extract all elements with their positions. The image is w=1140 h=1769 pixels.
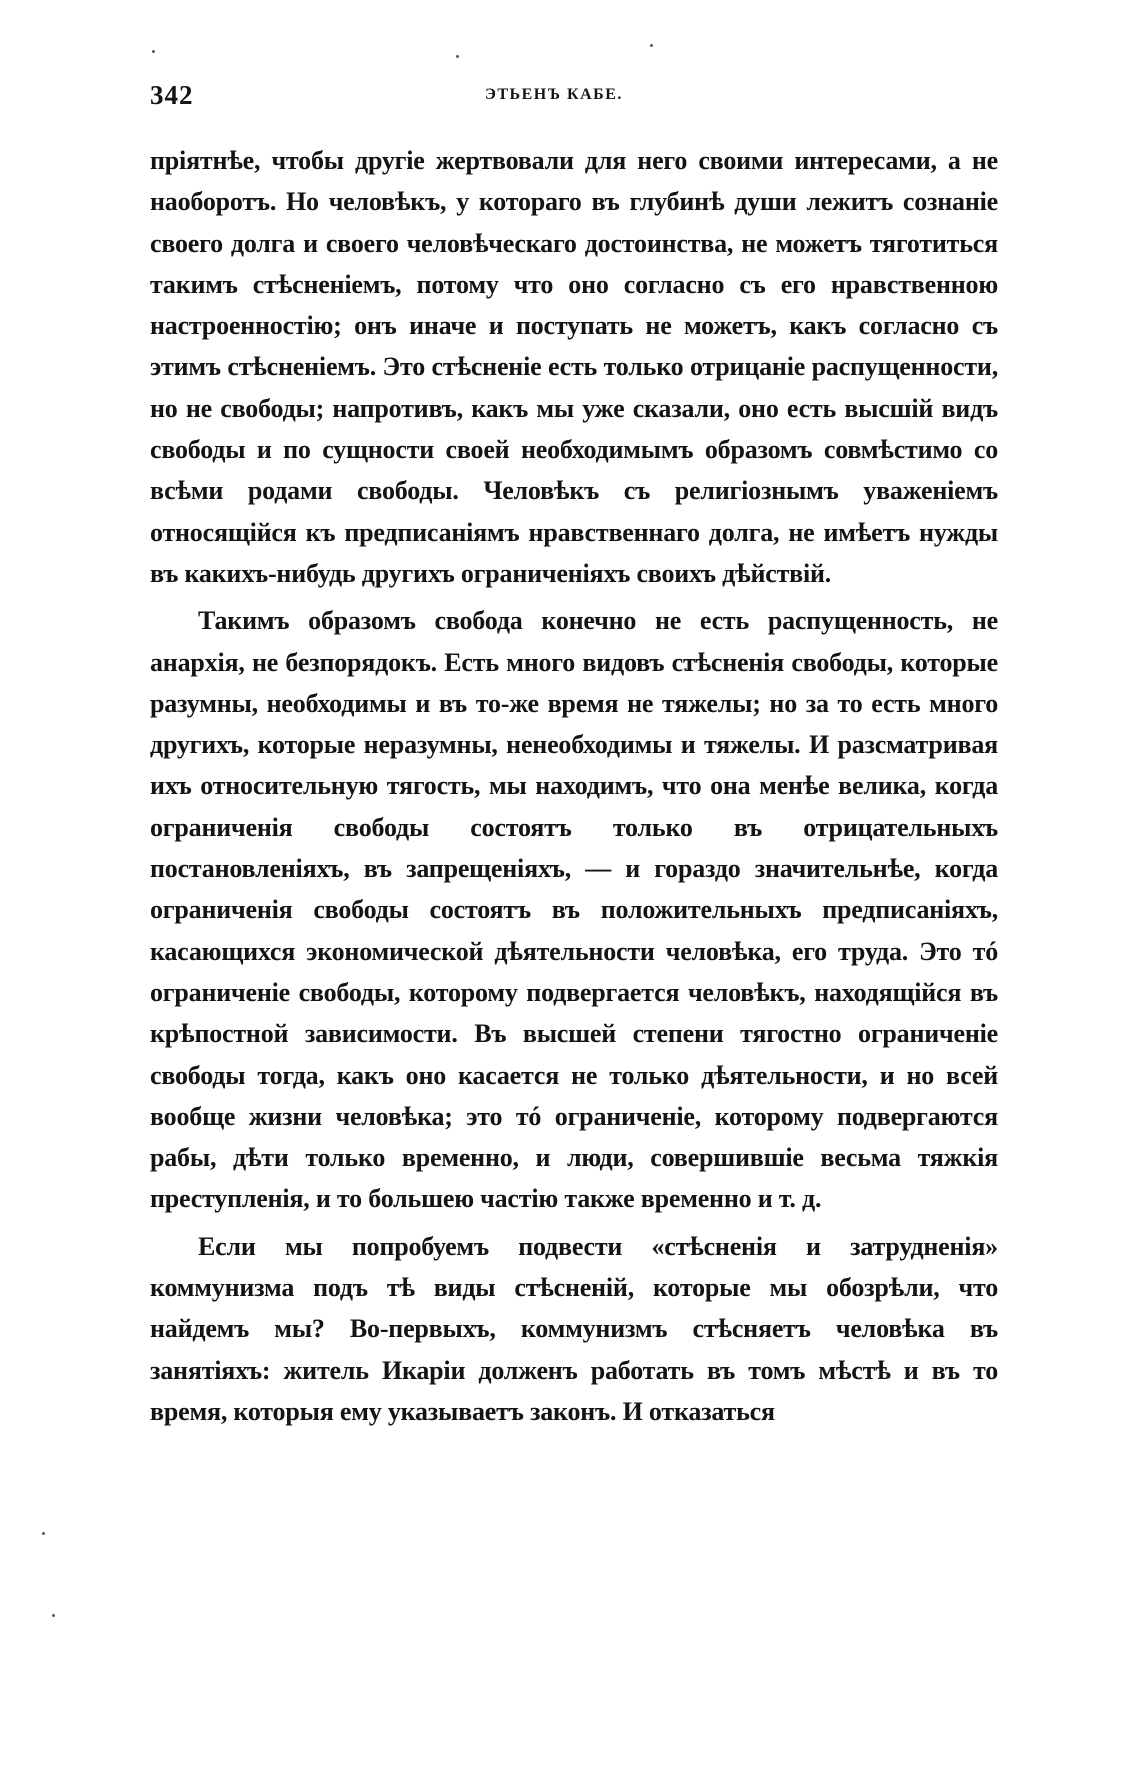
paper-speck [152,50,155,53]
paper-speck [456,55,459,58]
paragraph: Если мы попробуемъ подвести «стѣсненія и затрудненія» коммунизма подъ тѣ виды стѣсненій, которые мы обозрѣли, что найдемъ мы? Во-первыхъ, коммунизмъ стѣсняетъ человѣка въ занятіяхъ: житель Икаріи долженъ работать въ томъ мѣстѣ и въ то время, которыя ему указываетъ законъ. И отказаться [150,1231,998,1426]
running-header [150,80,996,120]
paper-speck [42,1532,45,1535]
running-title: ЭТЬЕНЪ КАБЕ. [485,86,623,103]
page-number: 342 [150,80,194,110]
paper-speck [650,44,653,47]
paragraph: пріятнѣе, чтобы другіе жертвовали для него своими интересами, а не наоборотъ. Но человѣкъ, у котораго въ глубинѣ души лежитъ сознаніе своего долга и своего человѣческаго достоинства, не можетъ тяготиться такимъ стѣсненіемъ, потому что оно согласно съ его нравственною настроенностію; онъ иначе и поступать не можетъ, какъ согласно съ этимъ стѣсненіемъ. Это стѣсненіе есть только отрицаніе распущенности, но не свободы; напротивъ, какъ мы уже сказали, оно есть высшій видъ свободы и по сущности своей необходимымъ образомъ совмѣстимо со всѣми родами свободы. Человѣкъ съ религіознымъ уваженіемъ относящійся къ предписаніямъ нравственнаго долга, не имѣетъ нужды въ какихъ-нибудь другихъ ограниченіяхъ своихъ дѣйствій. [150,146,998,588]
body-text [150,140,998,1432]
paragraph: Такимъ образомъ свобода конечно не есть распущенность, не анархія, не безпорядокъ. Есть много видовъ стѣсненія свободы, которые разумны, необходимы и въ то-же время не тяжелы; но за то есть много другихъ, которые неразумны, ненеобходимы и тяжелы. И разсматривая ихъ относительную тягость, мы находимъ, что она менѣе велика, когда ограниченія свободы состоятъ только въ отрицательныхъ постановленіяхъ, въ запрещеніяхъ, — и гораздо значительнѣе, когда ограниченія свободы состоятъ въ положительныхъ предписаніяхъ, касающихся экономической дѣятельности человѣка, его труда. Это тó ограниченіе свободы, которому подвергается человѣкъ, находящійся въ крѣпостной зависимости. Въ высшей степени тягостно ограниченіе свободы тогда, какъ оно касается не только дѣятельности, и но всей вообще жизни человѣка; это тó ограниченіе, которому подвергаются рабы, дѣти только временно, и люди, совершившіе весьма тяжкія преступленія, и то большею частію также временно и т. д. [150,606,998,1214]
paper-speck [52,1614,55,1617]
